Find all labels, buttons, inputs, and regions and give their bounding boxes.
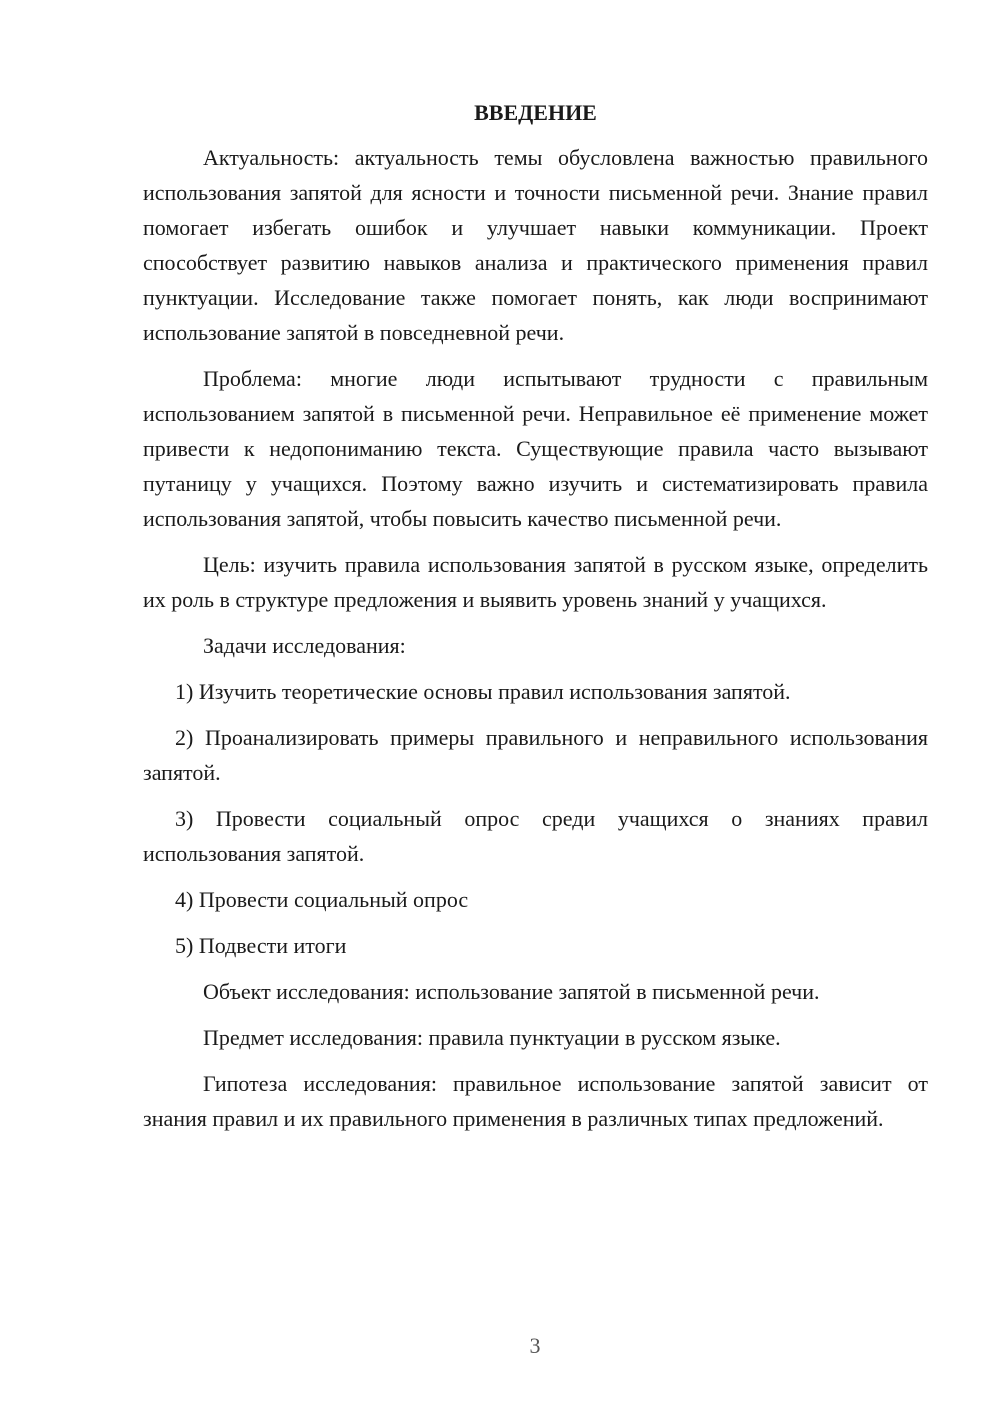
page-number: 3 (529, 1333, 541, 1358)
task-item: 2) Проанализировать примеры правильного и неправильного использования запятой. (143, 725, 928, 785)
hypothesis-paragraph: Гипотеза исследования: правильное использование запятой зависит от знания правил и их правильного применения в различных типах предложений. (143, 1071, 928, 1131)
problem-paragraph: Проблема: многие люди испытывают трудности с правильным использованием запятой в письменной речи. Неправильное её применение может привести к недопониманию текста. Существующие правила часто вызывают путаницу у учащихся. Поэтому важно изучить и систематизировать правила использования запятой, чтобы повысить качество письменной речи. (143, 366, 928, 531)
goal-paragraph: Цель: изучить правила использования запятой в русском языке, определить их роль в структуре предложения и выявить уровень знаний у учащихся. (143, 552, 928, 612)
subject-paragraph: Предмет исследования: правила пунктуации в русском языке. (203, 1025, 781, 1050)
task-item: 1) Изучить теоретические основы правил использования запятой. (175, 679, 791, 704)
page-body (143, 95, 928, 1147)
task-item: 4) Провести социальный опрос (175, 887, 469, 912)
task-item: 5) Подвести итоги (175, 933, 347, 958)
task-item: 3) Провести социальный опрос среди учащихся о знаниях правил использования запятой. (143, 806, 928, 866)
tasks-title: Задачи исследования: (203, 633, 406, 658)
page-heading: ВВЕДЕНИЕ (474, 100, 597, 125)
object-paragraph: Объект исследования: использование запятой в письменной речи. (203, 979, 820, 1004)
relevance-paragraph: Актуальность: актуальность темы обусловлена важностью правильного использования запятой для ясности и точности письменной речи. Знание правил помогает избегать ошибок и улучшает навыки коммуникации. Проект способствует развитию навыков анализа и практического применения правил пунктуации. Исследование также помогает понять, как люди воспринимают использование запятой в повседневной речи. (143, 145, 928, 345)
